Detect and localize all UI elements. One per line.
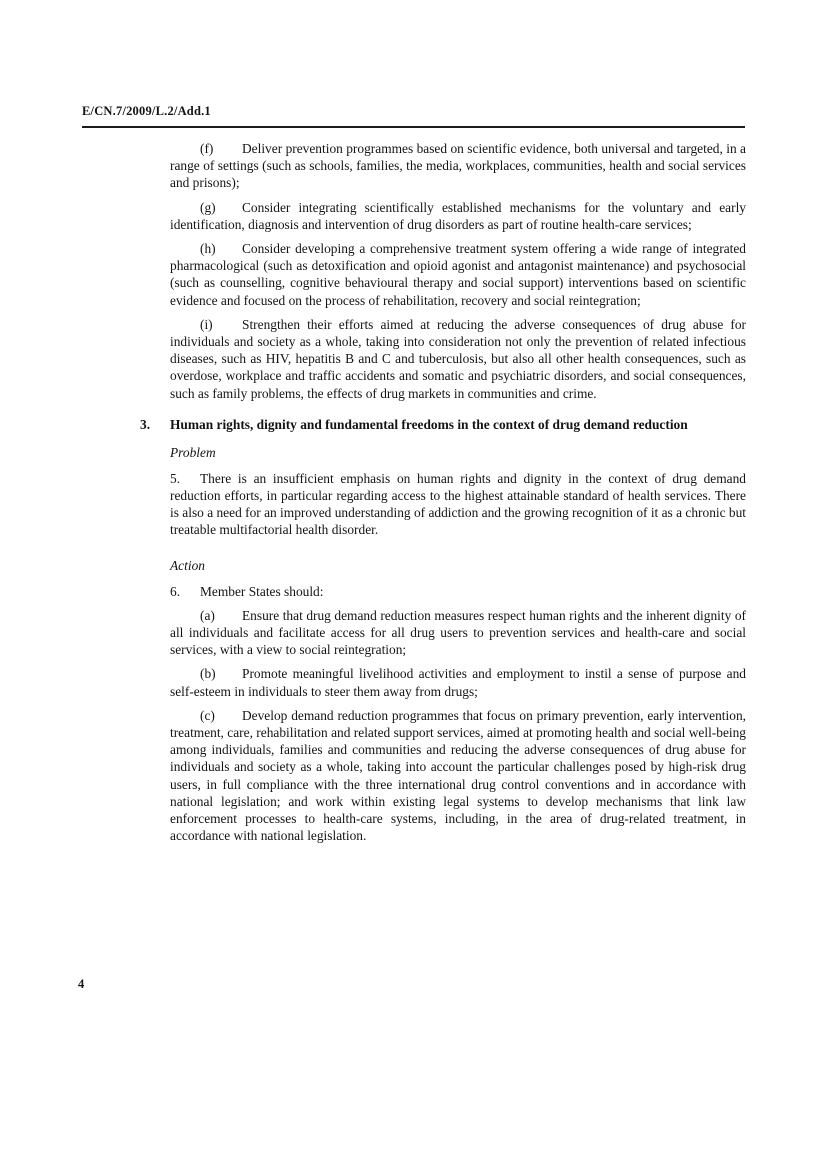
- paragraph-label: (f): [200, 141, 214, 156]
- paragraph-h: [170, 240, 746, 309]
- paragraph-a: [170, 607, 746, 659]
- paragraph-text: Promote meaningful livelihood activities and employment to instil a sense of purpose and self-esteem in individuals to steer them away from drugs;: [170, 666, 746, 699]
- header-rule: [82, 126, 745, 128]
- paragraph-g: [170, 199, 746, 233]
- subheading-problem: Problem: [170, 445, 216, 461]
- paragraph-text: Develop demand reduction programmes that focus on primary prevention, early intervention, treatment, care, rehabilitation and related support services, aimed at promoting health and social well-being among individuals, families and communities and reducing the adverse consequences of drug abuse for individuals and society as a whole, taking into account the particular challenges posed by high-risk drug users, in full compliance with the three international drug control conventions and in accordance with national legislation; and work within existing legal systems to develop mechanisms that link law enforcement processes to health-care systems, including, in the area of drug-related treatment, in accordance with national legislation.: [170, 707, 746, 844]
- section-heading-3: [140, 416, 746, 434]
- paragraph-i: [170, 316, 746, 402]
- paragraph-text: Consider integrating scientifically established mechanisms for the voluntary and early identification, diagnosis and intervention of drug disorders as part of routine health-care services;: [170, 199, 746, 232]
- paragraph-text: Deliver prevention programmes based on scientific evidence, both universal and targeted, in a range of settings (such as schools, families, the media, workplaces, communities, health and social services and prisons);: [170, 141, 746, 191]
- paragraph-number: 6.: [170, 583, 181, 599]
- paragraph-text: Ensure that drug demand reduction measures respect human rights and the inherent dignity of all individuals and facilitate access for all drug users to prevention services and health-care and social services, with a view to social reintegration;: [170, 607, 746, 658]
- paragraph-label: (a): [200, 607, 215, 623]
- paragraph-label: (b): [200, 666, 216, 682]
- subheading-action: Action: [170, 558, 205, 574]
- paragraph-label: (c): [200, 707, 215, 723]
- paragraph-text: Consider developing a comprehensive treatment system offering a wide range of integrated pharmacological (such as detoxification and opioid agonist and antagonist maintenance) and psychosocial (such as counselling, cognitive behavioural therapy and social support) interventions based on scientific evidence and focused on the process of rehabilitation, recovery and social reintegration;: [170, 241, 746, 308]
- section-number: 3.: [140, 416, 151, 432]
- paragraph-label: (i): [200, 316, 213, 332]
- paragraph-c: [170, 707, 746, 845]
- paragraph-f: [170, 140, 746, 192]
- page-number: 4: [78, 977, 85, 991]
- paragraph-number: 5.: [170, 470, 181, 486]
- paragraph-text: Member States should:: [200, 583, 324, 599]
- paragraph-label: (h): [200, 241, 216, 257]
- paragraph-5: [170, 470, 746, 539]
- paragraph-text: Strengthen their efforts aimed at reducing the adverse consequences of drug abuse for individuals and society as a whole, taking into consideration not only the prevention of related infectious diseases, such as HIV, hepatitis B and C and tuberculosis, but also all other health consequences, such as overdose, workplace and traffic accidents and somatic and psychiatric disorders, and social consequences, such as family problems, the effects of drug markets in communities and crime.: [170, 316, 746, 401]
- paragraph-text: There is an insufficient emphasis on human rights and dignity in the context of drug demand reduction efforts, in particular regarding access to the highest attainable standard of health services. There is also a need for an improved understanding of addiction and the growing recognition of it as a chronic but treatable multifactorial health disorder.: [170, 470, 747, 538]
- document-body: [140, 140, 747, 851]
- paragraph-label: (g): [200, 199, 216, 215]
- document-symbol: E/CN.7/2009/L.2/Add.1: [82, 104, 211, 118]
- section-title: Human rights, dignity and fundamental freedoms in the context of drug demand reduction: [170, 416, 688, 432]
- paragraph-6: [170, 583, 746, 600]
- paragraph-b: [170, 665, 746, 699]
